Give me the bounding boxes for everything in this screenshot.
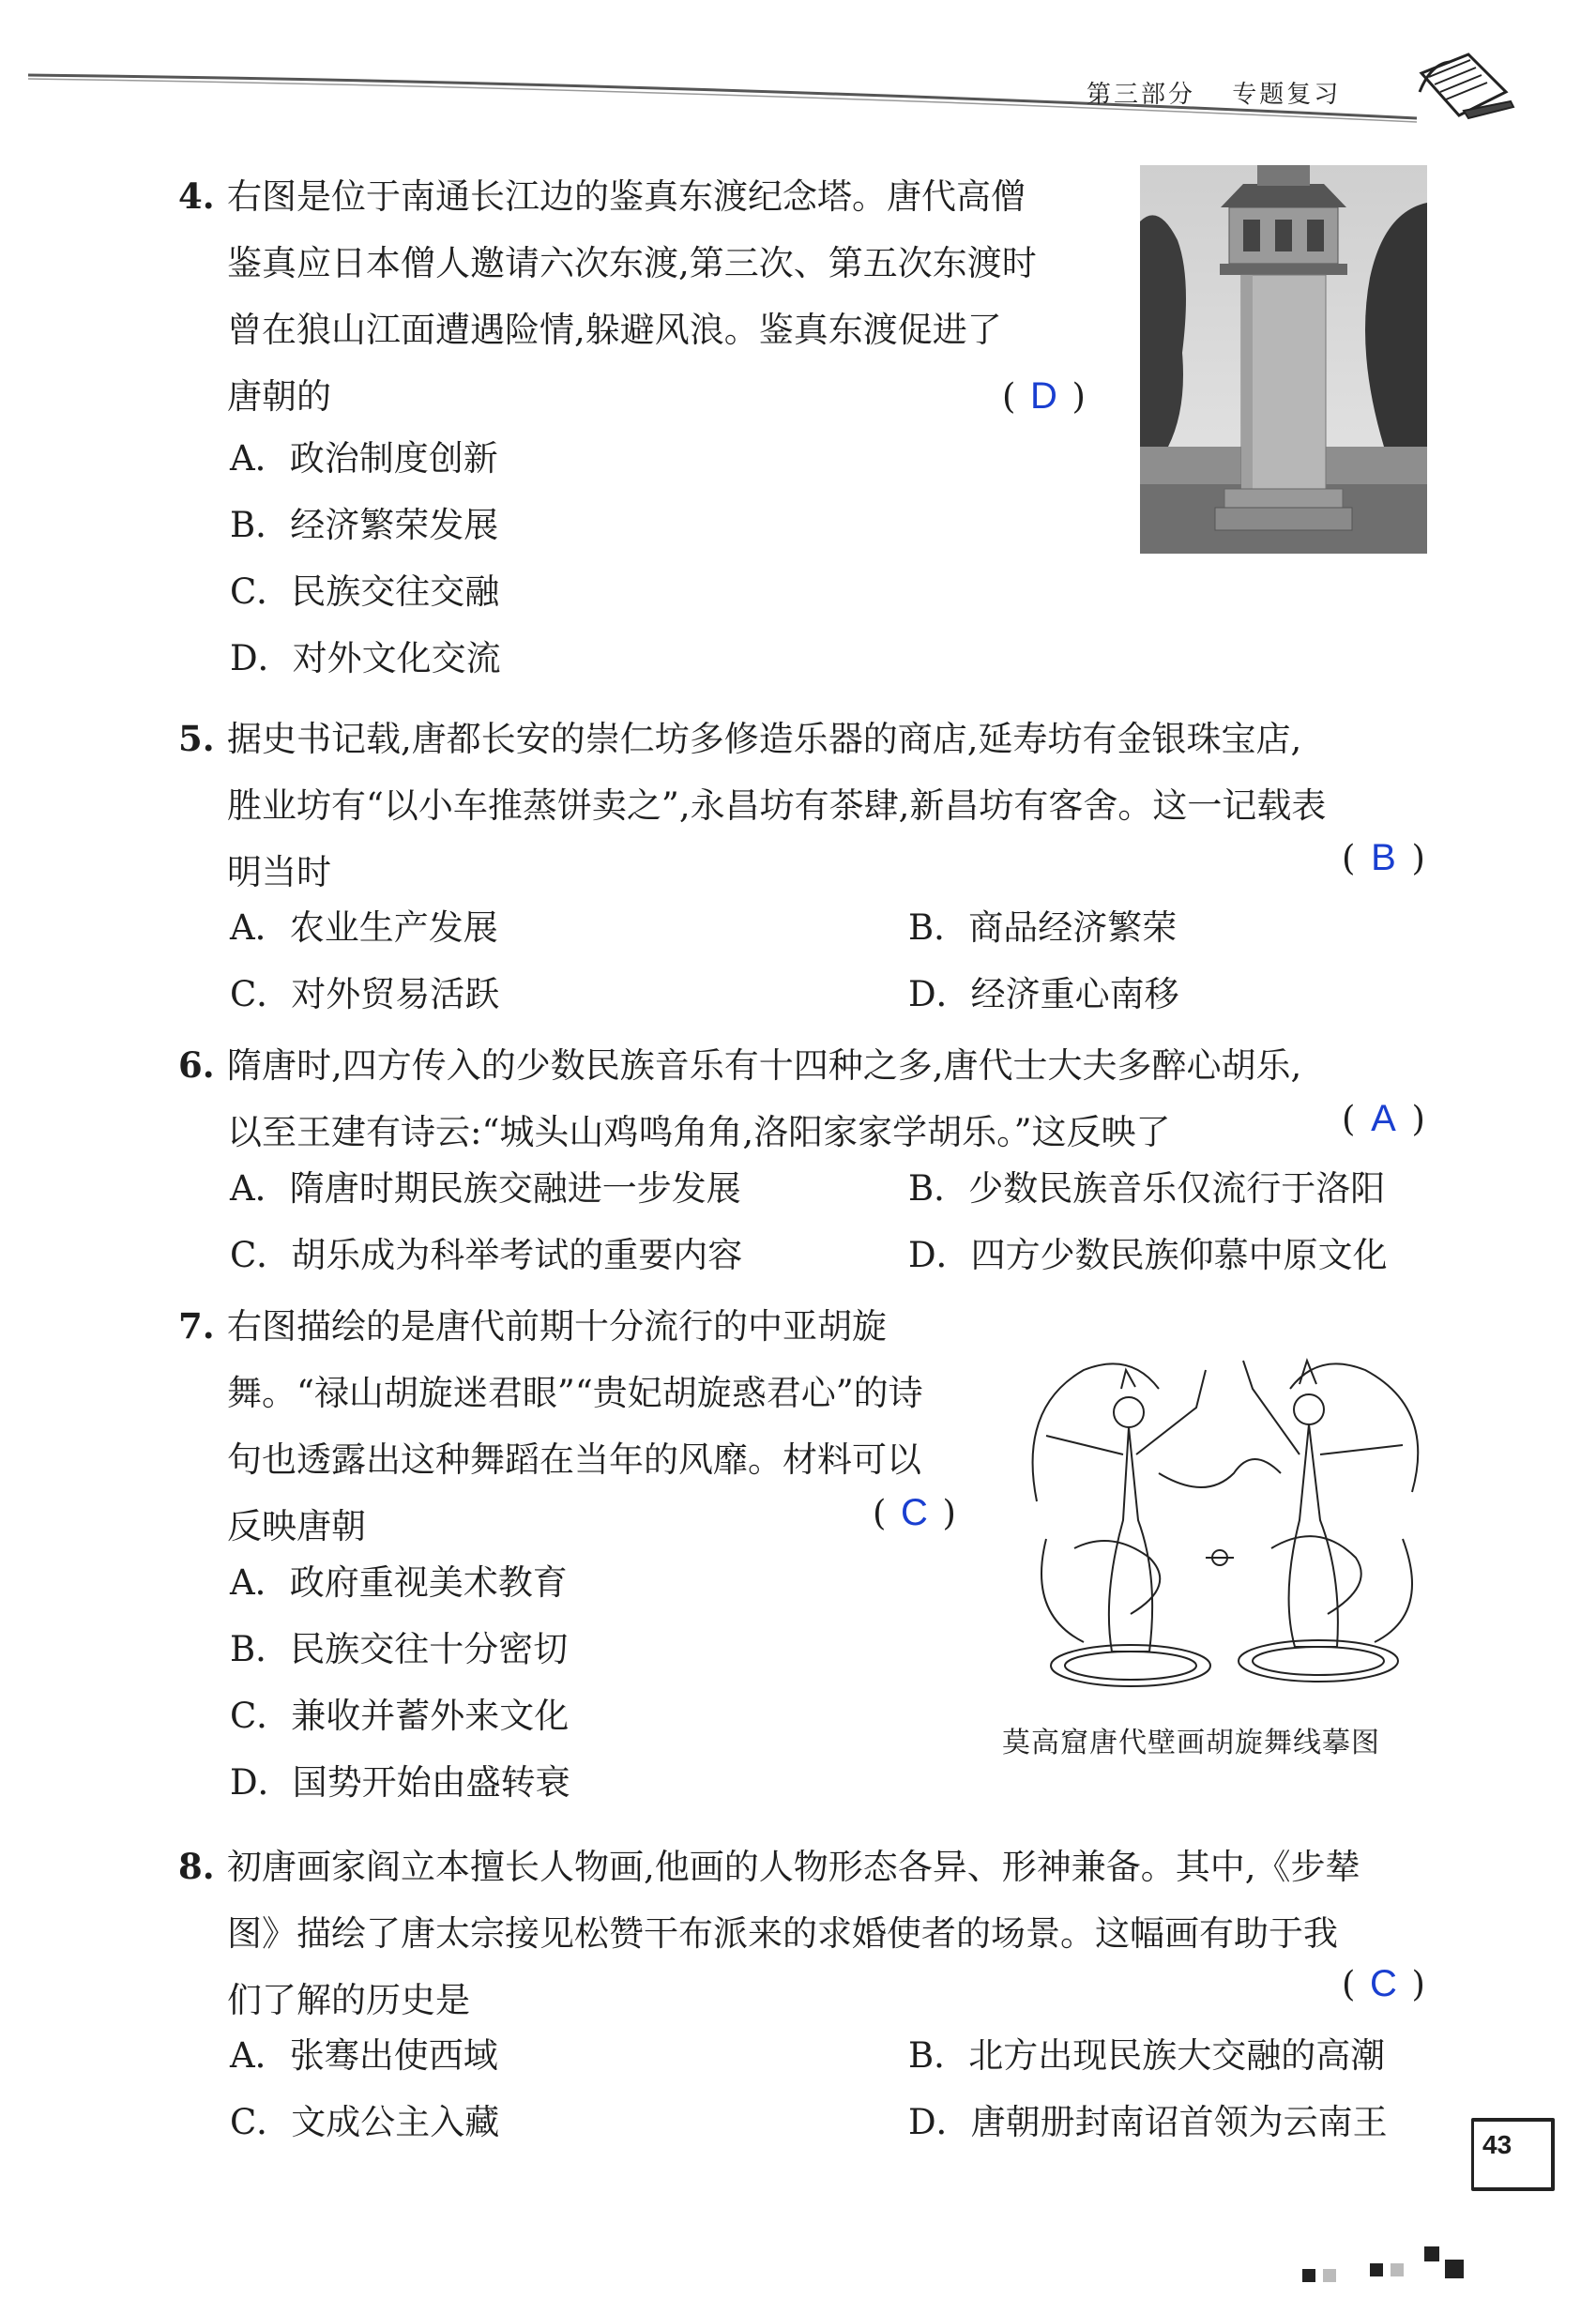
stem-line: 胜业坊有“以小车推蒸饼卖之”,永昌坊有茶肆,新昌坊有客舍。这一记载表 (227, 785, 1327, 826)
decorative-square (1424, 2246, 1439, 2261)
option-a: A．农业生产发展 (230, 907, 498, 948)
option-c: C．文成公主入藏 (230, 2102, 500, 2142)
huxuan-dance-line-drawing (1018, 1332, 1436, 1708)
header-topic: 专题复习 (1232, 81, 1342, 109)
option-a: A．政府重视美术教育 (230, 1562, 568, 1603)
notebook-pencil-icon (1412, 45, 1515, 129)
question-number: 6. (178, 1044, 215, 1086)
answer-mark: C (900, 1492, 928, 1533)
stem-line: 鉴真应日本僧人邀请六次东渡,第三次、第五次东渡时 (227, 243, 1037, 283)
question-number: 7. (178, 1305, 215, 1347)
question-5 (178, 706, 1464, 906)
stem-line: 图》描绘了唐太宗接见松赞干布派来的求婚使者的场景。这幅画有助于我 (227, 1913, 1338, 1954)
question-8 (178, 1834, 1464, 2033)
question-number: 8. (178, 1846, 215, 1887)
stem-line: 唐朝的 (227, 376, 331, 417)
decorative-square (1302, 2269, 1315, 2282)
stem-line: 明当时 (227, 852, 331, 892)
option-c: C．兼收并蓄外来文化 (230, 1696, 570, 1736)
stem-line: 右图描绘的是唐代前期十分流行的中亚胡旋 (227, 1306, 887, 1347)
header-title (1087, 75, 1341, 110)
decorative-square (1445, 2260, 1464, 2278)
option-b: B．民族交往十分密切 (230, 1629, 569, 1669)
stem-line: 据史书记载,唐都长安的崇仁坊多修造乐器的商店,延寿坊有金银珠宝店, (227, 719, 1302, 759)
figure-caption: 莫高窟唐代壁画胡旋舞线摹图 (1002, 1727, 1380, 1759)
answer-mark: C (1369, 1963, 1397, 2004)
option-d: D．国势开始由盛转衰 (230, 1762, 570, 1803)
answer-bracket: ( A ) (1342, 1098, 1425, 1139)
stem-line: 以至王建有诗云:“城头山鸡鸣角角,洛阳家家学胡乐。”这反映了 (227, 1112, 1171, 1152)
option-b: B．北方出现民族大交融的高潮 (908, 2035, 1386, 2076)
stem-line: 反映唐朝 (227, 1506, 366, 1546)
option-d: D．对外文化交流 (230, 638, 501, 678)
answer-bracket: ( C ) (1342, 1963, 1425, 2004)
stem-line: 初唐画家阎立本擅长人物画,他画的人物形态各异、形神兼备。其中,《步辇 (227, 1847, 1360, 1887)
stem-line: 右图是位于南通长江边的鉴真东渡纪念塔。唐代高僧 (227, 176, 1026, 217)
stem-line: 隋唐时,四方传入的少数民族音乐有十四种之多,唐代士大夫多醉心胡乐, (227, 1045, 1302, 1086)
stem-line: 舞。“禄山胡旋迷君眼”“贵妃胡旋惑君心”的诗 (227, 1373, 923, 1413)
question-number: 5. (178, 718, 215, 759)
option-c: C．对外贸易活跃 (230, 974, 500, 1014)
option-a: A．政治制度创新 (230, 438, 498, 479)
question-stem (227, 1032, 1464, 1165)
answer-bracket: ( C ) (873, 1492, 956, 1533)
question-number: 4. (178, 175, 215, 217)
decorative-square (1323, 2269, 1336, 2282)
option-b: B．经济繁荣发展 (230, 505, 499, 545)
option-a: A．张骞出使西域 (230, 2035, 498, 2076)
page-number: 43 (1482, 2130, 1512, 2159)
header-part: 第三部分 (1087, 81, 1196, 109)
decorative-square (1391, 2263, 1404, 2276)
answer-bracket: ( D ) (1002, 375, 1086, 417)
stem-line: 句也透露出这种舞蹈在当年的风靡。材料可以 (227, 1439, 921, 1480)
stem-line: 们了解的历史是 (227, 1980, 470, 2020)
option-c: C．民族交往交融 (230, 571, 500, 612)
option-b: B．少数民族音乐仅流行于洛阳 (908, 1168, 1386, 1209)
answer-mark: A (1371, 1098, 1396, 1139)
question-stem (227, 1834, 1464, 2033)
option-b: B．商品经济繁荣 (908, 907, 1178, 948)
decorative-square (1370, 2263, 1383, 2276)
answer-bracket: ( B ) (1342, 837, 1425, 878)
stem-line: 曾在狼山江面遭遇险情,躲避风浪。鉴真东渡促进了 (227, 310, 1002, 350)
question-6 (178, 1032, 1464, 1165)
option-c: C．胡乐成为科举考试的重要内容 (230, 1235, 743, 1275)
question-stem (227, 706, 1464, 906)
option-d: D．经济重心南移 (908, 974, 1179, 1014)
option-a: A．隋唐时期民族交融进一步发展 (230, 1168, 741, 1209)
option-d: D．唐朝册封南诏首领为云南王 (908, 2102, 1388, 2142)
answer-mark: D (1029, 375, 1057, 417)
answer-mark: B (1371, 837, 1396, 878)
option-d: D．四方少数民族仰慕中原文化 (908, 1235, 1388, 1275)
jianzhen-memorial-tower-photo (1140, 165, 1427, 554)
